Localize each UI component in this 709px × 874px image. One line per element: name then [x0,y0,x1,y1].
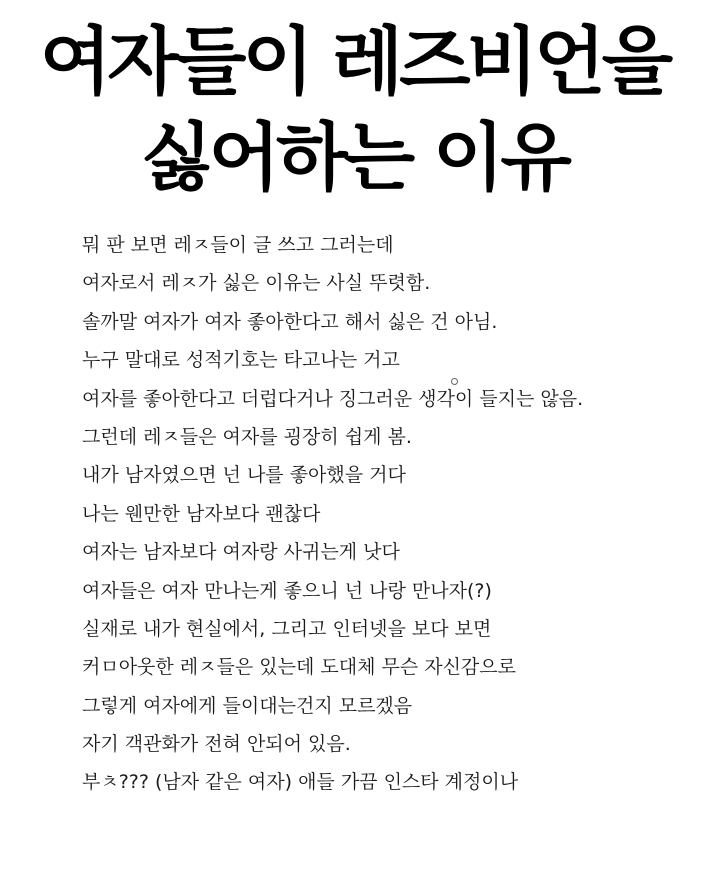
title-line-2: 싫어하는 이유 [141,115,568,201]
stray-circle-mark [451,378,458,385]
body-line-13: 그렇게 여자에게 들이대는건지 모르겠음 [82,694,413,717]
title-line-1: 여자들이 레즈비언을 [39,19,670,105]
body-line-5: 여자를 좋아한다고 더럽다거나 징그러운 생각이 들지는 않음. [82,387,584,410]
body-line-3: 솔까말 여자가 여자 좋아한다고 해서 싫은 건 아님. [82,310,498,333]
body-line-12: 커ㅁ아웃한 레ㅈ들은 있는데 도대체 무슨 자신감으로 [82,656,516,679]
body-line-7: 내가 남자였으면 넌 나를 좋아했을 거다 [82,464,406,487]
body-line-4: 누구 말대로 성적기호는 타고나는 거고 [82,349,400,372]
body-line-10: 여자들은 여자 만나는게 좋으니 넌 나랑 만나자(?) [82,579,492,602]
body-line-15: 부ㅊ??? (남자 같은 여자) 애들 가끔 인스타 계정이나 [82,771,519,794]
body-line-14: 자기 객관화가 전혀 안되어 있음. [82,733,351,756]
body-line-1: 뭐 판 보면 레ㅈ들이 글 쓰고 그러는데 [82,234,394,256]
body-line-9: 여자는 남자보다 여자랑 사귀는게 낫다 [82,541,400,564]
article-title [0,14,709,206]
body-line-6: 그런데 레ㅈ들은 여자를 굉장히 쉽게 봄. [82,425,412,448]
body-line-11: 실재로 내가 현실에서, 그리고 인터넷을 보다 보면 [82,617,492,640]
body-line-8: 나는 웬만한 남자보다 괜찮다 [82,502,321,525]
article-body [82,230,702,806]
body-line-2: 여자로서 레ㅈ가 싫은 이유는 사실 뚜렷함. [82,272,431,295]
